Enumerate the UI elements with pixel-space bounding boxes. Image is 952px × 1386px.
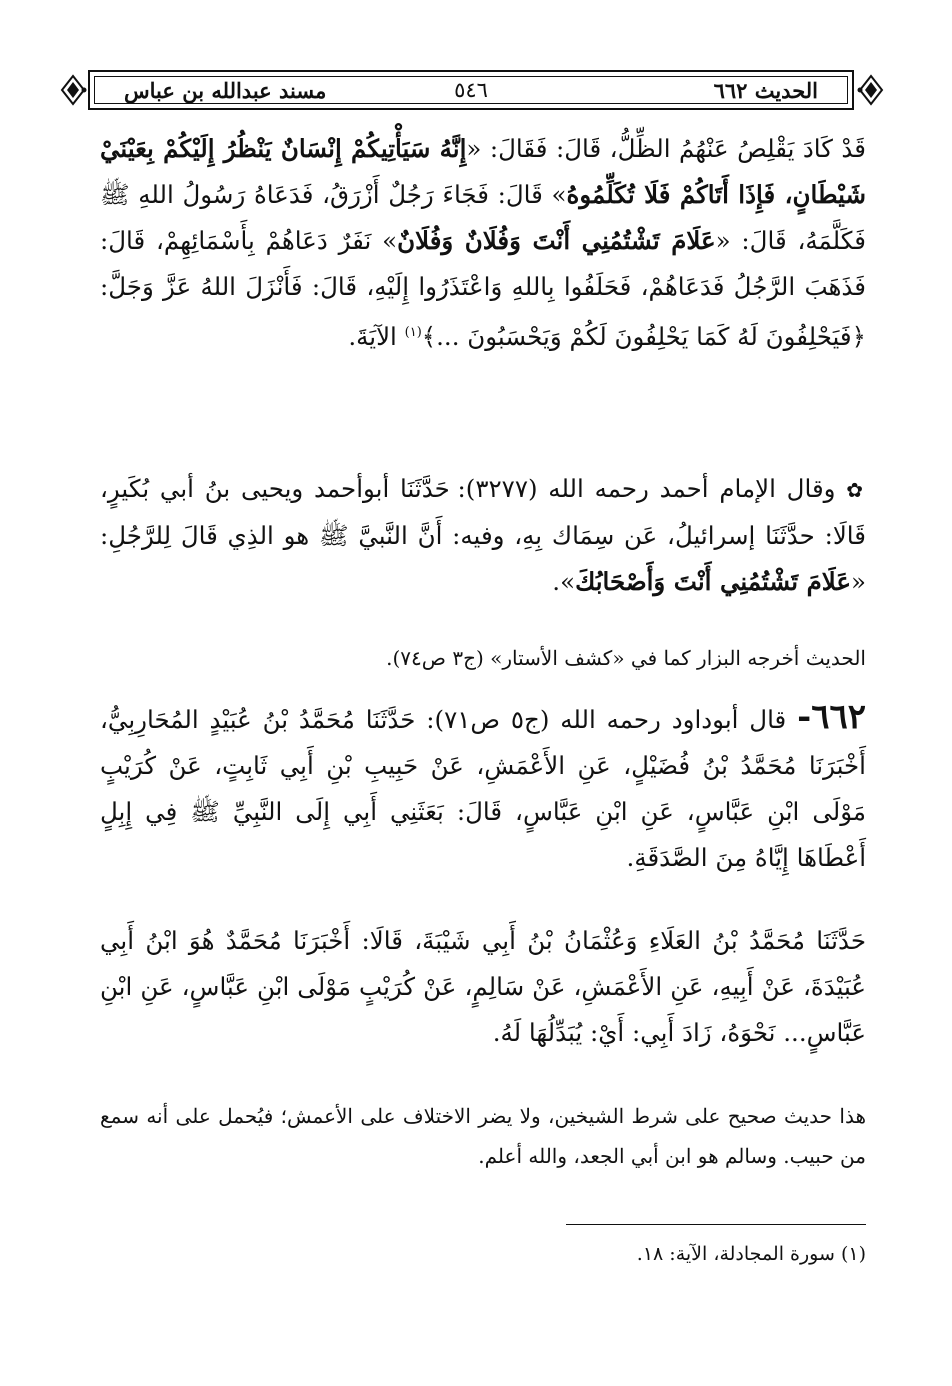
hadith-number: ٦٦٢- [797, 697, 867, 737]
footnote: (١) سورة المجادلة، الآية: ١٨. [636, 1243, 866, 1265]
paragraph-3 [100, 638, 866, 678]
p5-text: حَدَّثَنَا مُحَمَّدُ بْنُ العَلَاءِ وَعُثْمَانُ بْنُ أَبِي شَيْبَةَ، قَالَا: أَخْبَرَنَا مُحَمَّدٌ هُوَ ابْنُ أَبِي عُبَيْدَةَ، عَنْ أَبِيهِ، عَنِ الأَعْمَشِ، عَنْ سَالِمٍ، عَنْ كُرَيْبٍ مَوْلَى ابْنِ عَبَّاسٍ، عَنِ ابْنِ عَبَّاسٍ... نَحْوَهُ، زَادَ أَبِي: أَيْ: يُبَدِّلُهَا لَهُ. [100, 926, 866, 1047]
p6-text: هذا حديث صحيح على شرط الشيخين، ولا يضر الاختلاف على الأعمش؛ فيُحمل على أنه سمع من حبيب. وسالم هو ابن أبي الجعد، والله أعلم. [100, 1104, 866, 1168]
p1-text-e: » نَفَرٌ دَعَاهُمْ بِأَسْمَائِهِمْ، قَالَ: فَذَهَبَ الرَّجُلُ فَدَعَاهُمْ، فَحَلَفُوا بِاللهِ وَاعْتَذَرُوا إِلَيْهِ، قَالَ: فَأَنْزَلَ اللهُ عَزَّ وَجَلَّ: ﴿فَيَحْلِفُونَ لَهُ كَمَا يَحْلِفُونَ لَكُمْ وَيَحْسَبُونَ ...﴾ [100, 226, 866, 352]
p1-text-c: » قَالَ: فَجَاءَ رَجُلٌ أَزْرَقُ، فَدَعَاهُ رَسُولُ اللهِ ﷺ فَكَلَّمَهُ، قَالَ: « [100, 180, 867, 255]
p1-quote-1: إِنَّهُ سَيَأْتِيكُمْ إِنْسَانٌ يَنْظُرُ إِلَيْكُمْ بِعَيْنَيْ شَيْطَانٍ، فَإِذَا أَتَاكُمْ فَلَا تُكَلِّمُوهُ [100, 134, 867, 209]
footnote-divider [566, 1224, 866, 1225]
running-header [88, 70, 854, 110]
paragraph-6 [100, 1096, 866, 1176]
paragraph-4 [100, 694, 866, 881]
p3-text: الحديث أخرجه البزار كما في «كشف الأستار» (ج٣ ص٧٤). [386, 646, 866, 670]
ornament-right-icon [856, 72, 886, 108]
p1-quote-2: عَلَامَ تَشْتُمُنِي أَنْتَ وَفُلَانٌ وَفُلَانٌ [397, 226, 716, 255]
p1-text-f: الآيَةَ. [348, 322, 405, 352]
p4-text: قال أبوداود رحمه الله (ج٥ ص٧١): حَدَّثَنَا مُحَمَّدُ بْنُ عُبَيْدٍ المُحَارِبِيُّ، أَخْبَرَنَا مُحَمَّدُ بْنُ فُضَيْلٍ، عَنِ الأَعْمَشِ، عَنْ حَبِيبِ بْنِ أَبِي ثَابِتٍ، عَنْ كُرَيْبٍ مَوْلَى ابْنِ عَبَّاسٍ، عَنِ ابْنِ عَبَّاسٍ، قَالَ: بَعَثَنِي أَبِي إِلَى النَّبِيِّ ﷺ فِي إِبِلٍ أَعْطَاهَا إِيَّاهُ مِنَ الصَّدَقَةِ. [100, 705, 866, 872]
paragraph-5 [100, 918, 866, 1056]
footnote-marker: (١) [404, 325, 422, 340]
paragraph-1 [100, 126, 866, 360]
page-number: ٥٤٦ [454, 78, 488, 102]
paragraph-2 [100, 466, 866, 605]
p2-text-c: ». [552, 567, 576, 596]
p1-text-a: قَدْ كَادَ يَقْلِصُ عَنْهُمُ الظِّلُّ، قَالَ: فَقَالَ: « [466, 134, 866, 163]
header-book-title: مسند عبدالله بن عباس [124, 78, 327, 103]
p2-quote: عَلَامَ تَشْتُمُنِي أَنْتَ وَأَصْحَابُكَ [575, 567, 851, 596]
p2-text-a: وقال الإمام أحمد رحمه الله (٣٢٧٧): حَدَّثَنَا أبوأحمد ويحيى بنُ أبي بُكَيرٍ، قَالَا: حدَّثَنَا إسرائيلُ، عَن سِمَاك بِهِ، وفيه: أَنَّ النَّبيَّ ﷺ هو الذِي قَالَ لِلرَّجُلِ: « [100, 474, 866, 596]
ornament-left-icon [58, 72, 88, 108]
flower-icon: ✿ [846, 478, 867, 502]
header-hadith-number: الحديث ٦٦٢ [713, 78, 818, 103]
